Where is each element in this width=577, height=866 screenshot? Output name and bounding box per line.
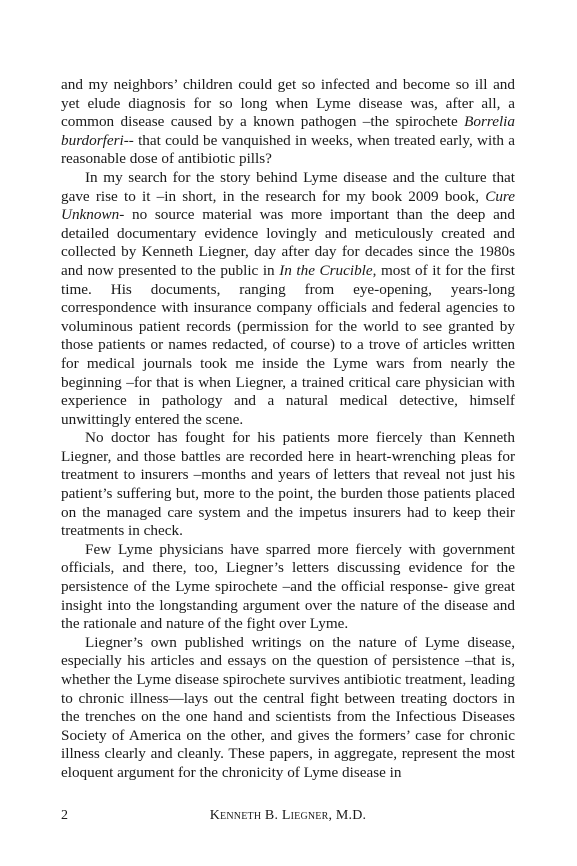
body-text: [61, 76, 515, 783]
italic-text-run: Cure Unknown: [61, 187, 515, 224]
text-run: Liegner’s own published writings on the nature of Lyme disease, especially his articles and essays on the question of persistence –that is, whether the Lyme disease spirochete survives antibiotic treatment, leading to chronic illness—lays out the central fight between treating doctors in the trenches on the one hand and scientists from the Infectious Diseases Society of America on the other, and gives the formers’ case for chronic illness clearly and cleanly. These papers, in aggregate, represent the most eloquent argument for the chronicity of Lyme disease in: [61, 633, 515, 781]
italic-text-run: In the Crucible: [279, 261, 373, 279]
text-run: In my search for the story behind Lyme disease and the culture that gave rise to it –in short, in the research for my book 2009 book,: [61, 168, 515, 205]
text-run: No doctor has fought for his patients more fiercely than Kenneth Liegner, and those battles are recorded here in heart-wrenching pleas for treatment to insurers –months and years of letters that reveal not just his patient’s suffering but, more to the point, the burden those patients placed on the managed care system and the impetus insurers had to keep their treatments in check.: [61, 429, 515, 540]
text-run: -- that could be vanquished in weeks, when treated early, with a reasonable dose of antibiotic pills?: [61, 131, 515, 168]
paragraph: [61, 169, 515, 429]
paragraph: [61, 541, 515, 634]
running-head: Kenneth B. Liegner, M.D.: [209, 808, 367, 823]
text-run: - no source material was more important than the deep and detailed documentary evidence lovingly and meticulously created and collected by Kenneth Liegner, day after day for decades since the 1980s and now presented to the public in: [61, 206, 515, 279]
text-run: Few Lyme physicians have sparred more fiercely with government officials, and there, too, Liegner’s letters discussing evidence for the persistence of the Lyme spirochete –and the official response- give great insight into the longstanding argument over the nature of the disease and the rationale and nature of the fight over Lyme.: [61, 540, 515, 633]
page-footer: [61, 808, 515, 826]
paragraph: [61, 76, 515, 169]
paragraph: [61, 634, 515, 783]
page-number: 2: [61, 808, 68, 823]
italic-text-run: Borrelia burdorferi: [61, 113, 515, 149]
paragraph: [61, 429, 515, 541]
text-run: and my neighbors’ children could get so infected and become so ill and yet elude diagnosis for so long when Lyme disease was, after all, a common disease caused by a known pathogen –the spirochete: [61, 76, 515, 131]
text-run: , most of it for the first time. His documents, ranging from eye-opening, years-long correspondence with insurance company officials and federal agencies to voluminous patient records (permission for the world to see granted by those patients or names redacted, of course) to a trove of articles written for medical journals took me inside the Lyme wars from nearly the beginning –for that is when Liegner, a trained critical care physician with experience in pathology and a natural medical detective, himself unwittingly entered the scene.: [61, 261, 516, 428]
